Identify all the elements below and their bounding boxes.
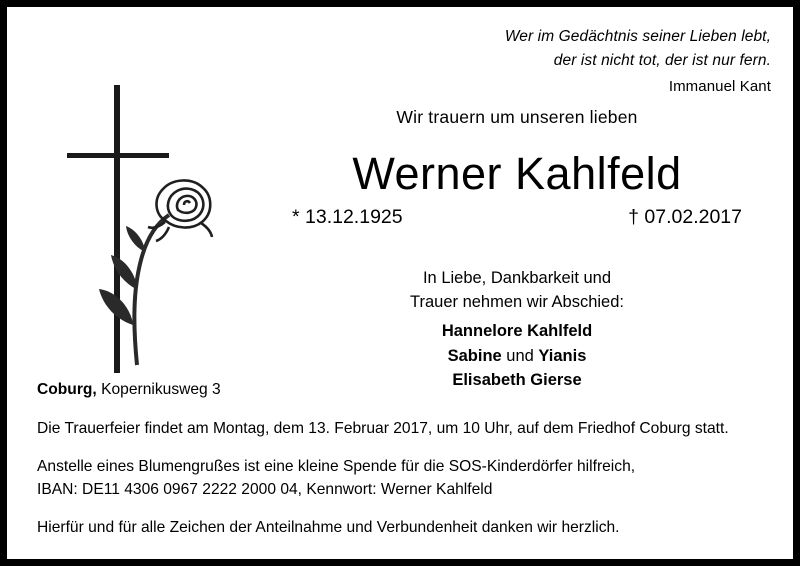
farewell-block [257,267,777,393]
family-member-2-first: Sabine [447,346,502,365]
family-member-2 [257,344,777,369]
farewell-line-2: Trauer nehmen wir Abschied: [410,292,624,311]
announcement-block [257,107,777,393]
deceased-name: Werner Kahlfeld [352,148,682,199]
donation-line-1: Anstelle eines Blumengrußes ist eine kleine Spende für die SOS-Kinderdörfer hilfreich, [37,458,636,476]
city-name: Coburg, [37,381,97,398]
quote-line-2: der ist nicht tot, der ist nur fern. [553,52,771,70]
mourning-line: Wir trauern um unseren lieben [396,107,638,127]
donation-text [37,456,767,501]
life-dates [287,206,747,229]
ceremony-text: Die Trauerfeier findet am Montag, dem 13. Februar 2017, um 10 Uhr, auf dem Friedhof Coburg statt. [37,419,729,437]
address-line [37,379,767,402]
farewell-line-1: In Liebe, Dankbarkeit und [422,269,612,287]
street-name: Kopernikusweg 3 [96,381,221,398]
donation-line-2: IBAN: DE11 4306 0967 2222 2000 04, Kennwort: Werner Kahlfeld [37,480,493,498]
family-member-2-second: Yianis [538,346,587,365]
death-date: † 07.02.2017 [628,206,742,228]
quote-author: Immanuel Kant [668,78,771,96]
quote-line-1: Wer im Gedächtnis seiner Lieben lebt, [504,28,771,45]
quotation-block [505,25,771,98]
details-block [37,379,767,540]
family-member-2-connector: und [501,346,539,365]
thanks-text: Hierfür und für alle Zeichen der Anteilnahme und Verbundenheit danken wir herzlich. [37,519,620,537]
family-member-1: Hannelore Kahlfeld [441,321,593,340]
page-inner [7,7,793,559]
cross-and-rose-illustration [29,75,249,375]
birth-date: * 13.12.1925 [292,206,403,228]
family-member-3: Elisabeth Gierse [452,371,582,390]
